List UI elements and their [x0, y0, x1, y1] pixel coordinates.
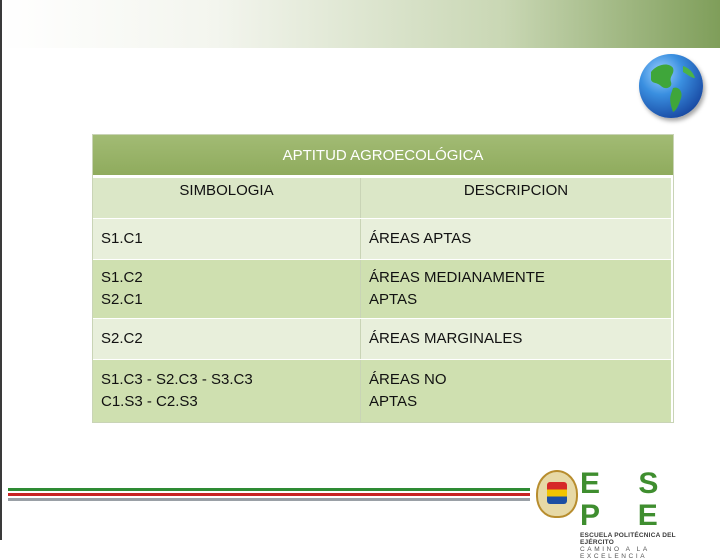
- header-description: DESCRIPCION: [361, 178, 671, 218]
- description-text: ÁREAS MARGINALES: [369, 330, 523, 347]
- symbol-cell: [93, 219, 361, 259]
- left-border-line: [0, 0, 2, 540]
- aptitude-table: [92, 134, 674, 423]
- logo-motto: CAMINO A LA EXCELENCIA: [580, 546, 650, 560]
- footer-stripe-green: [8, 488, 530, 491]
- header-symbology: SIMBOLOGIA: [93, 178, 361, 218]
- table-row: [93, 359, 673, 422]
- symbol-cell: [93, 360, 361, 422]
- footer-stripe-red: [8, 493, 530, 496]
- symbol-text: S2.C1: [101, 291, 143, 308]
- logo-letters: E S P E: [580, 467, 674, 532]
- footer-stripe-gray: [8, 498, 530, 501]
- globe-icon: [639, 54, 703, 118]
- description-text: ÁREAS APTAS: [369, 230, 472, 247]
- symbol-text: S2.C2: [101, 330, 143, 347]
- table-title: APTITUD AGROECOLÓGICA: [93, 135, 673, 177]
- description-text: ÁREAS MEDIANAMENTE: [369, 269, 545, 286]
- symbol-text: S1.C3 - S2.C3 - S3.C3: [101, 371, 253, 388]
- symbol-text: S1.C1: [101, 230, 143, 247]
- espe-logo: [580, 468, 710, 560]
- table-row: [93, 218, 673, 259]
- description-cell: [361, 219, 671, 259]
- logo-institution-name: ESCUELA POLITÉCNICA DEL EJÉRCITO: [580, 532, 676, 546]
- description-cell: [361, 360, 671, 422]
- table-header-row: [93, 177, 673, 218]
- symbol-text: S1.C2: [101, 269, 143, 286]
- description-text: APTAS: [369, 393, 418, 410]
- table-row: [93, 318, 673, 359]
- table-row: [93, 259, 673, 318]
- description-text: APTAS: [369, 291, 418, 308]
- symbol-text: C1.S3 - C2.S3: [101, 393, 198, 410]
- top-banner: [0, 0, 720, 48]
- symbol-cell: [93, 319, 361, 359]
- description-cell: [361, 319, 671, 359]
- footer-stripes: [8, 488, 530, 503]
- description-text: ÁREAS NO: [369, 371, 447, 388]
- symbol-cell: [93, 260, 361, 318]
- espe-seal-icon: [536, 470, 578, 518]
- description-cell: [361, 260, 671, 318]
